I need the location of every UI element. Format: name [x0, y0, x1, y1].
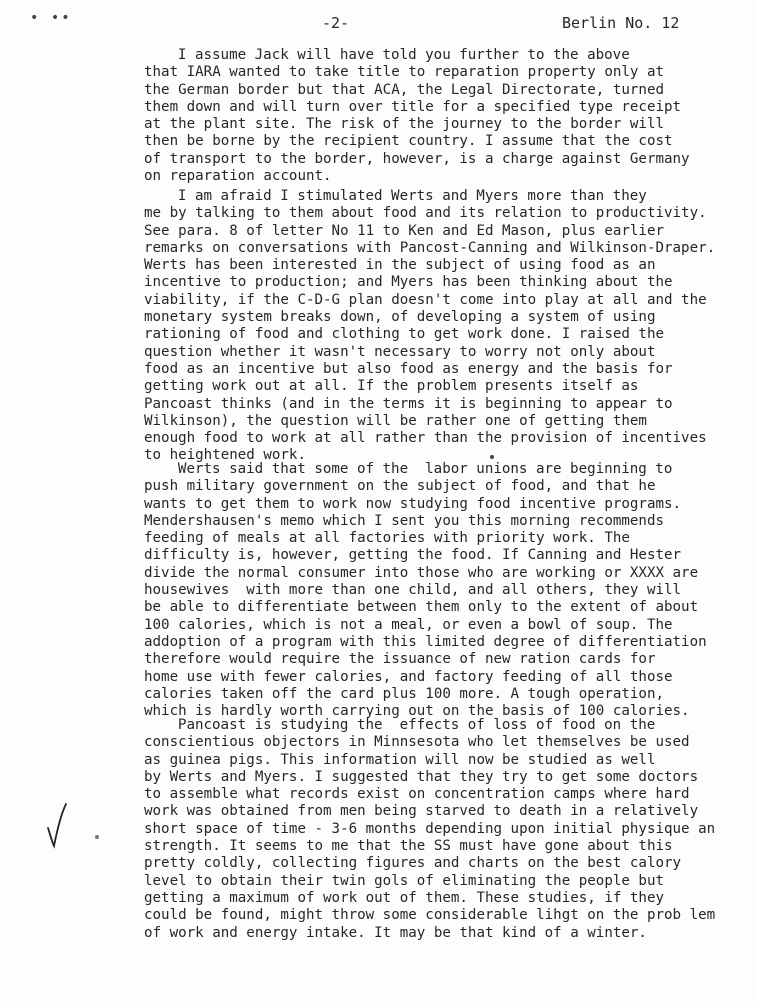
- text-line: Wilkinson), the question will be rather one of getting them: [144, 412, 647, 429]
- text-line: of work and energy intake. It may be that kind of a winter.: [144, 924, 647, 941]
- text-line: Pancoast is studying the effects of loss of food on the: [177, 717, 656, 733]
- text-line: level to obtain their twin gols of eliminating the people but: [144, 872, 665, 889]
- text-line: question whether it wasn't necessary to worry not only about: [144, 343, 656, 360]
- text-line: of transport to the border, however, is a charge against Germany: [144, 150, 690, 167]
- paragraph-1: [144, 47, 754, 185]
- text-line: which is hardly worth carrying out on the basis of 100 calories.: [144, 703, 690, 720]
- text-line: Pancoast thinks (and in the terms it is beginning to appear to: [144, 395, 673, 412]
- text-line: housewives with more than one child, and all others, they will: [144, 582, 682, 599]
- text-line: food as an incentive but also food as energy and the basis for: [144, 360, 673, 377]
- margin-mark: • ••: [30, 10, 72, 26]
- text-line: divide the normal consumer into those who are working or XXXX are: [144, 564, 699, 581]
- text-line: that IARA wanted to take title to reparation property only at: [144, 64, 665, 81]
- paragraph-4: [144, 717, 754, 942]
- text-line: rationing of food and clothing to get work done. I raised the: [144, 326, 665, 343]
- text-line: getting work out at all. If the problem presents itself as: [144, 378, 639, 395]
- text-line: could be found, might throw some considerable lihgt on the prob lem: [144, 907, 716, 924]
- text-line: push military government on the subject of food, and that he: [144, 478, 656, 495]
- text-line: See para. 8 of letter No 11 to Ken and Ed Mason, plus earlier: [144, 222, 665, 239]
- text-line: work was obtained from men being starved to death in a relatively: [144, 803, 699, 820]
- text-line: them down and will turn over title for a specified type receipt: [144, 98, 682, 115]
- page-number: -2-: [322, 14, 350, 32]
- text-line: the German border but that ACA, the Legal Directorate, turned: [144, 81, 665, 98]
- text-line: Werts has been interested in the subject of using food as an: [144, 257, 656, 274]
- text-line: Mendershausen's memo which I sent you this morning recommends: [144, 512, 665, 529]
- text-line: be able to differentiate between them only to the extent of about: [144, 599, 699, 616]
- text-line: remarks on conversations with Pancost-Canning and Wilkinson-Draper.: [144, 239, 716, 256]
- paragraph-2: [144, 188, 754, 465]
- text-line: conscientious objectors in Minnsesota who let themselves be used: [144, 734, 690, 751]
- text-line: by Werts and Myers. I suggested that they try to get some doctors: [144, 768, 699, 785]
- text-line: at the plant site. The risk of the journey to the border will: [144, 116, 665, 133]
- text-line: enough food to work at all rather than the provision of incentives: [144, 430, 707, 447]
- document-id: Berlin No. 12: [562, 14, 680, 32]
- text-line: feeding of meals at all factories with priority work. The: [144, 530, 630, 547]
- text-line: 100 calories, which is not a meal, or even a bowl of soup. The: [144, 616, 673, 633]
- text-line: on reparation account.: [144, 168, 332, 185]
- text-line: then be borne by the recipient country. I assume that the cost: [144, 133, 673, 150]
- text-line: difficulty is, however, getting the food. If Canning and Hester: [144, 547, 682, 564]
- text-line: addoption of a program with this limited degree of differentiation: [144, 633, 707, 650]
- text-line: home use with fewer calories, and factory feeding of all those: [144, 668, 673, 685]
- ink-dot: [490, 455, 494, 459]
- text-line: incentive to production; and Myers has been thinking about the: [144, 274, 673, 291]
- text-line: Werts said that some of the labor unions are beginning to: [177, 461, 673, 477]
- text-line: short space of time - 3-6 months depending upon initial physique an: [144, 820, 716, 837]
- text-line: wants to get them to work now studying food incentive programs.: [144, 495, 682, 512]
- text-line: monetary system breaks down, of developing a system of using: [144, 309, 656, 326]
- text-line: as guinea pigs. This information will now be studied as well: [144, 751, 656, 768]
- text-line: strength. It seems to me that the SS must have gone about this: [144, 838, 673, 855]
- text-line: I am afraid I stimulated Werts and Myers more than they: [177, 188, 647, 204]
- paragraph-3: [144, 461, 754, 720]
- text-line: therefore would require the issuance of new ration cards for: [144, 651, 656, 668]
- text-line: calories taken off the card plus 100 more. A tough operation,: [144, 685, 665, 702]
- text-line: pretty coldly, collecting figures and charts on the best calory: [144, 855, 682, 872]
- handwritten-check-mark-icon: [40, 800, 70, 850]
- text-line: viability, if the C-D-G plan doesn't come into play at all and the: [144, 291, 707, 308]
- text-line: to heightened work.: [144, 447, 306, 464]
- margin-dot: [95, 835, 99, 839]
- text-line: I assume Jack will have told you further to the above: [177, 47, 630, 63]
- text-line: getting a maximum of work out of them. These studies, if they: [144, 889, 665, 906]
- text-line: me by talking to them about food and its relation to productivity.: [144, 205, 707, 222]
- text-line: to assemble what records exist on concentration camps where hard: [144, 786, 690, 803]
